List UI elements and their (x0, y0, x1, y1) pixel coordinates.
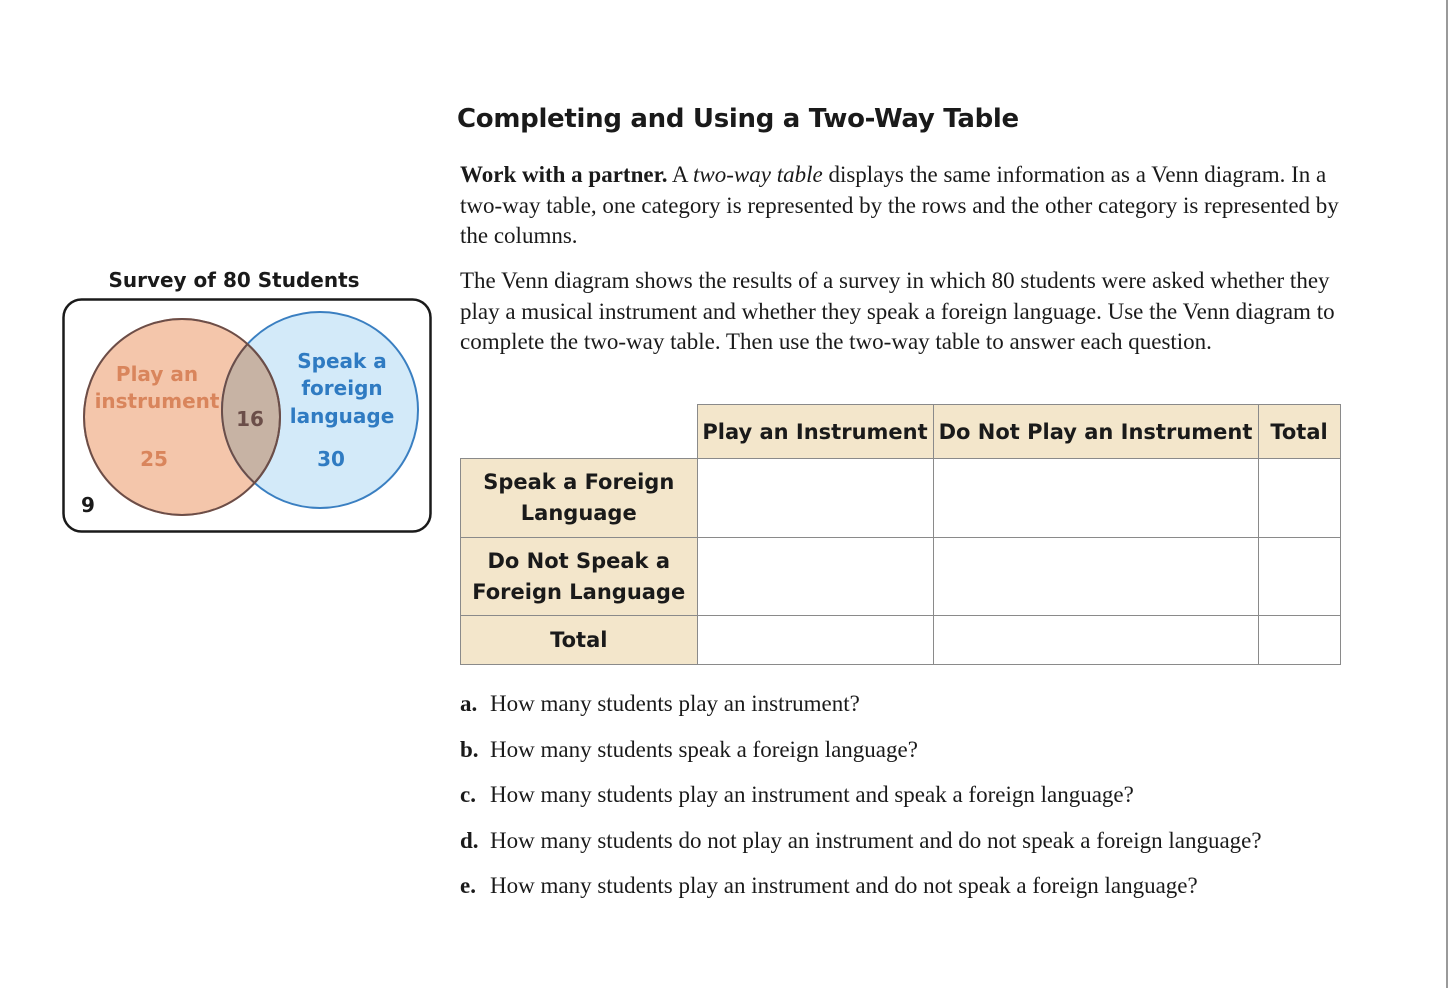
venn-right-label-3: language (289, 404, 395, 428)
question-letter: b. (460, 736, 479, 762)
two-way-table (460, 404, 1341, 665)
cell-total-not-play[interactable] (933, 616, 1258, 665)
question-list (460, 686, 1360, 914)
row-header-speak-line2: Language (520, 501, 637, 525)
question-item (460, 868, 1360, 914)
question-letter: c. (460, 782, 476, 807)
venn-title: Survey of 80 Students (108, 268, 360, 292)
page-edge (1446, 0, 1448, 988)
question-text: How many students speak a foreign language? (490, 736, 918, 762)
intro-bold-lead: Work with a partner. (460, 162, 668, 187)
question-letter: a. (460, 691, 478, 716)
question-item (460, 686, 1360, 732)
row-header-not-speak-line2: Foreign Language (472, 579, 686, 604)
venn-left-only-value: 25 (140, 447, 168, 471)
table-corner (461, 405, 698, 459)
table-header-row (461, 405, 1341, 459)
question-text: How many students do not play an instrument and do not speak a foreign language? (490, 827, 1262, 853)
cell-grand-total[interactable] (1258, 616, 1340, 665)
table-row (461, 459, 1341, 538)
instructions-paragraph: The Venn diagram shows the results of a survey in which 80 students were asked whether they play a musical instrument and whether they speak a foreign language. Use the Venn diagram to complete the two-way table. Then use the two-way table to answer each question. (460, 268, 1335, 354)
cell-not-speak-total[interactable] (1258, 538, 1340, 616)
cell-not-speak-not-play[interactable] (933, 538, 1258, 616)
col-header-not-play: Do Not Play an Instrument (933, 405, 1258, 459)
question-text: How many students play an instrument and do not speak a foreign language? (490, 873, 1198, 898)
col-header-total: Total (1258, 405, 1340, 459)
intro-paragraph (460, 160, 1340, 252)
question-item (460, 823, 1360, 869)
cell-total-play[interactable] (697, 616, 933, 665)
cell-not-speak-play[interactable] (697, 538, 933, 616)
intro-text-b: displays the same information as a Venn diagram. In a two-way table, one category is represented by the rows and the other category is represented by the columns. (460, 162, 1339, 248)
venn-outside-value: 9 (81, 493, 95, 517)
venn-left-label-1: Play an (115, 362, 199, 386)
table-row (461, 538, 1341, 616)
col-header-play: Play an Instrument (697, 405, 933, 459)
venn-right-only-value: 30 (317, 447, 345, 471)
question-letter: e. (460, 873, 476, 898)
cell-speak-not-play[interactable] (933, 459, 1258, 538)
intro-text-a: A (667, 162, 694, 187)
question-item (460, 777, 1360, 823)
row-header-not-speak-line1: Do Not Speak a (487, 548, 671, 573)
section-heading: Completing and Using a Two-Way Table (457, 104, 1019, 134)
intro-italic-term: two-way table (693, 162, 823, 187)
question-letter: d. (460, 827, 479, 853)
venn-overlap-value: 16 (236, 407, 264, 431)
cell-speak-total[interactable] (1258, 459, 1340, 538)
venn-right-label-2: foreign (301, 376, 383, 400)
row-header-speak-line1: Speak a Foreign (483, 470, 675, 494)
question-item (460, 732, 1360, 778)
question-text: How many students play an instrument and speak a foreign language? (490, 782, 1134, 807)
table-row (461, 616, 1341, 665)
cell-speak-play[interactable] (697, 459, 933, 538)
venn-diagram (62, 298, 434, 534)
venn-right-label-1: Speak a (297, 349, 387, 373)
row-header-speak (461, 459, 698, 538)
question-text: How many students play an instrument? (490, 691, 860, 716)
row-header-total: Total (461, 616, 698, 665)
row-header-not-speak (461, 538, 698, 616)
venn-left-label-2: instrument (94, 389, 220, 413)
